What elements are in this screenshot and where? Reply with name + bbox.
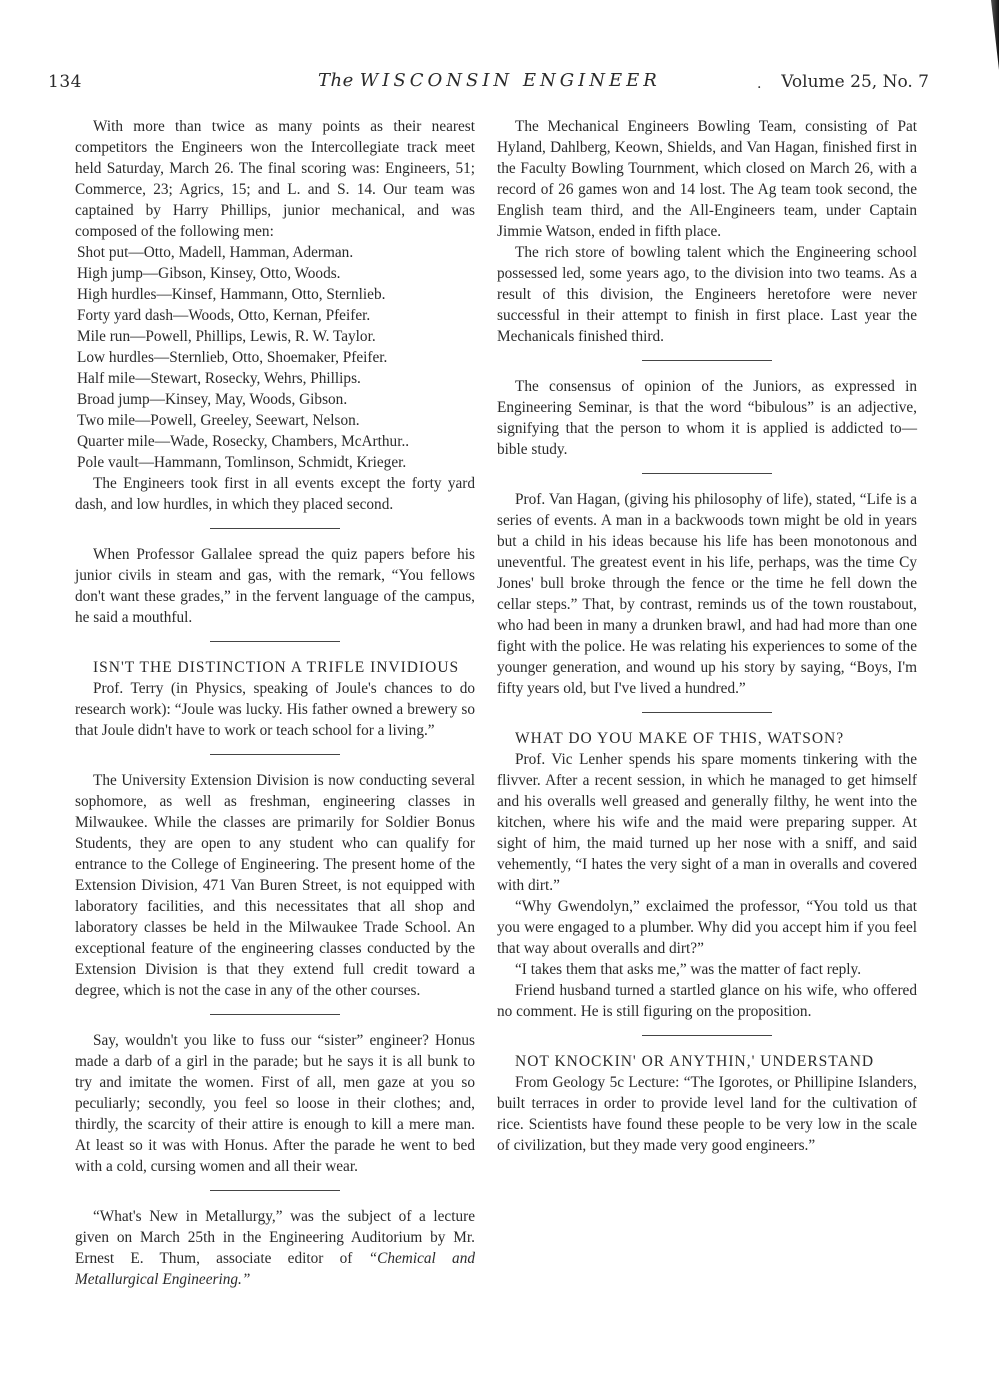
section-divider <box>210 1190 340 1191</box>
track-event-item: Forty yard dash—Woods, Otto, Kernan, Pfeifer. <box>77 307 371 324</box>
section-divider <box>642 712 772 713</box>
invidious-heading: ISN'T THE DISTINCTION A TRIFLE INVIDIOUS <box>93 659 460 676</box>
section-divider <box>642 473 772 474</box>
bibulous-paragraph: The consensus of opinion of the Juniors, as expressed in Engineering Seminar, is that the word “bibulous” is an adjective, signifying that the person to whom it is applied is addicted to—bible study. <box>497 378 917 458</box>
sister-engineer-paragraph: Say, wouldn't you like to fuss our “sister” engineer? Honus made a darb of a girl in the parade; but he says it is all bunk to try and imitate the women. First of all, men gaze at you so peculiarly; secondly, you feel so loose in their clothes; and, thirdly, the scarcity of their attire is enough to kill a mere man. At least so it was with Honus. After the parade he went to bed with a cold, cursing women and all their wear. <box>75 1032 475 1175</box>
journal-title <box>318 70 661 91</box>
watson-paragraph-2: “Why Gwendolyn,” exclaimed the professor, “You told us that you were engaged to a plumber. Why did you accept him if you feel that way about overalls and dirt?” <box>497 898 917 957</box>
extension-paragraph: The University Extension Division is now conducting several sophomore, as well as freshman, engineering classes in Milwaukee. While the classes are primarily for Soldier Bonus Students, they are open to any student who can qualify for entrance to the College of Engineering. The present home of the Extension Division, 471 Van Buren Street, is not equipped with laboratory facilities, and this necessitates that all shop and laboratory classes be held in the Milwaukee Trade School. An exceptional feature of the engineering classes conducted by the Extension Division is that they extend full credit toward a degree, which is not the case in any of the other courses. <box>75 772 475 999</box>
track-event-item: Mile run—Powell, Phillips, Lewis, R. W. Taylor. <box>77 328 376 345</box>
page-number: 134 <box>48 72 82 92</box>
metallurgy-paragraph <box>75 1206 475 1290</box>
track-meet-closing: The Engineers took first in all events except the forty yard dash, and low hurdles, in which they placed second. <box>75 475 475 513</box>
watson-heading: WHAT DO YOU MAKE OF THIS, WATSON? <box>515 730 845 747</box>
journal-title-name: WISCONSIN ENGINEER <box>359 70 661 91</box>
watson-paragraph-3: “I takes them that asks me,” was the matter of fact reply. <box>515 961 862 978</box>
track-events-list <box>75 242 475 473</box>
invidious-paragraph: Prof. Terry (in Physics, speaking of Joule's chances to do research work): “Joule was lucky. His father owned a brewery so that Joule didn't have to work or teach school for a living.” <box>75 680 475 739</box>
metallurgy-text: “What's New in Metallurgy,” was the subject of a lecture given on March 25th in the Engineering Auditorium by Mr. Ernest E. Thum, associate editor of <box>75 1208 475 1267</box>
header-dot: . <box>757 76 762 92</box>
section-divider <box>642 1035 772 1036</box>
left-column <box>75 116 475 1290</box>
track-event-item: Broad jump—Kinsey, May, Woods, Gibson. <box>77 391 348 408</box>
track-event-item: Pole vault—Hammann, Tomlinson, Schmidt, Krieger. <box>77 454 407 471</box>
section-divider <box>210 528 340 529</box>
watson-paragraph-1: Prof. Vic Lenher spends his spare moments tinkering with the flivver. After a recent session, in which he managed to get himself and his overalls well greased and generally filthy, he went into the kitchen, where his wife and the maid were preparing supper. At sight of him, the maid turned up her nose with a sniff, and said vehemently, “I hates the very sight of a man in overalls and covered with dirt.” <box>497 751 917 894</box>
track-event-item: Two mile—Powell, Greeley, Seewart, Nelson. <box>77 412 360 429</box>
knockin-paragraph: From Geology 5c Lecture: “The Igorotes, or Phillipine Islanders, built terraces in order to provide level land for the cultivation of rice. Scientists have found these people to be very low in the scale of civilization, but they made very good engineers.” <box>497 1074 917 1154</box>
section-divider <box>210 1014 340 1015</box>
track-event-item: Low hurdles—Sternlieb, Otto, Shoemaker, Pfeifer. <box>77 349 388 366</box>
bowling-paragraph-2: The rich store of bowling talent which the Engineering school possessed led, some years ago, to the division into two teams. As a result of this division, the Engineers heretofore were never successful in their attempt to finish in first place. Last year the Mechanicals finished third. <box>497 244 917 345</box>
metallurgy-journal: “Chemical and Metallurgical Engineering.” <box>75 1250 475 1288</box>
van-hagan-paragraph: Prof. Van Hagan, (giving his philosophy of life), stated, “Life is a series of events. A man in a backwoods town might be old in years but a child in his ideas because his life has been monotonous and uneventful. The greatest event in his life, perhaps, was the time Cy Jones' bull broke through the fence or the time he fell down the cellar steps.” That, by contrast, reminds us of the town roustabout, who had been in many a drunken brawl, and had had more than one fight with the police. He was relating his experiences to some of the younger generation, and wound up his story by saying, “Boys, I'm fifty years old, but I've lived a hundred.” <box>497 491 917 697</box>
track-meet-paragraph: With more than twice as many points as their nearest competitors the Engineers won the Intercollegiate track meet held Saturday, March 26. The final scoring was: Engineers, 51; Commerce, 23; Agrics, 15; and L. and S. 14. Our team was captained by Harry Phillips, junior mechanical, and was composed of the following men: <box>75 118 475 240</box>
running-header <box>48 70 929 98</box>
watson-paragraph-4: Friend husband turned a startled glance on his wife, who offered no comment. He is still figuring on the proposition. <box>497 982 917 1020</box>
section-divider <box>210 754 340 755</box>
gallalee-paragraph: When Professor Gallalee spread the quiz papers before his junior civils in steam and gas, with the remark, “You fellows don't want these grades,” in the fervent language of the campus, he said a mouthful. <box>75 546 475 626</box>
track-event-item: Half mile—Stewart, Rosecky, Wehrs, Phillips. <box>77 370 361 387</box>
scan-edge-mark <box>991 0 999 70</box>
track-event-item: High jump—Gibson, Kinsey, Otto, Woods. <box>77 265 341 282</box>
section-divider <box>210 641 340 642</box>
right-column <box>497 116 917 1156</box>
journal-title-article: The <box>318 70 354 91</box>
bowling-paragraph-1: The Mechanical Engineers Bowling Team, consisting of Pat Hyland, Dahlberg, Keown, Shields, and Van Hagan, finished first in the Faculty Bowling Tournment, which closed on March 26, with a record of 26 games won and 14 lost. The Ag team took second, the English team third, and the All-Engineers team, under Captain Jimmie Watson, ended in fifth place. <box>497 118 917 240</box>
volume-issue: Volume 25, No. 7 <box>781 72 929 92</box>
track-event-item: Quarter mile—Wade, Rosecky, Chambers, McArthur.. <box>77 433 410 450</box>
section-divider <box>642 360 772 361</box>
track-event-item: High hurdles—Kinsef, Hammann, Otto, Sternlieb. <box>77 286 386 303</box>
track-event-item: Shot put—Otto, Madell, Hamman, Aderman. <box>77 244 354 261</box>
knockin-heading: NOT KNOCKIN' OR ANYTHIN,' UNDERSTAND <box>515 1053 875 1070</box>
